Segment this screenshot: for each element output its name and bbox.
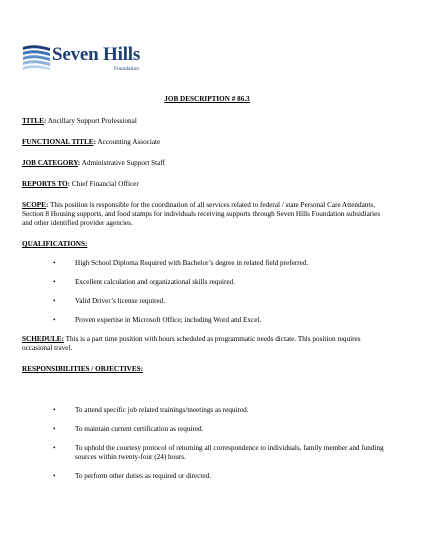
responsibility-text: To perform other duties as required or directed. (75, 472, 212, 480)
list-item (22, 444, 392, 462)
scope-text: This position is responsible for the coordination of all services related to federal / state Personal Care Attendants, Section 8 Housing supports, and food stamps for individuals receiving supports through Seven Hills Foundation subsidiaries and other identified provider agencies. (22, 201, 381, 227)
reports-to-colon: : (67, 180, 71, 188)
bullet-icon: • (53, 297, 56, 305)
list-item (22, 297, 392, 306)
list-item (22, 259, 392, 268)
bullet-icon: • (53, 259, 56, 267)
qualifications-heading-text: QUALIFICATIONS (22, 240, 85, 248)
schedule-label: SCHEDULE: (22, 335, 64, 343)
responsibilities-heading-colon: : (140, 365, 144, 373)
title-field (22, 117, 392, 126)
qualification-text: Valid Driver’s license required. (75, 297, 166, 305)
qualifications-heading-colon: : (84, 240, 88, 248)
logo-name: Seven Hills (52, 44, 141, 65)
qualifications-heading (22, 240, 392, 249)
bullet-icon: • (53, 278, 56, 286)
responsibilities-heading (22, 365, 392, 374)
logo-subtitle: Foundation (114, 66, 140, 72)
qualifications-list (22, 259, 392, 325)
scope-colon: : (45, 201, 49, 209)
list-item (22, 425, 392, 434)
bullet-icon: • (53, 444, 56, 452)
bullet-icon: • (53, 406, 56, 414)
title-value: Ancillary Support Professional (46, 117, 137, 125)
blank-space (22, 384, 392, 406)
responsibilities-heading-text: RESPONSIBILITIES / OBJECTIVES (22, 365, 141, 373)
functional-title-value: Accounting Associate (95, 138, 161, 146)
reports-to-value: Chief Financial Officer (70, 180, 139, 188)
bullet-icon: • (53, 316, 56, 324)
title-label: TITLE (22, 117, 44, 125)
title-colon: : (43, 117, 47, 125)
job-category-field (22, 159, 392, 168)
responsibility-text: To attend specific job related trainings/meetings as required. (75, 406, 249, 414)
qualification-text: High School Diploma Required with Bachelor’s degree in related field preferred. (75, 259, 309, 267)
job-category-colon: : (77, 159, 81, 167)
functional-title-field (22, 138, 392, 147)
list-item (22, 472, 392, 481)
scope-label: SCOPE (22, 201, 46, 209)
list-item (22, 316, 392, 325)
qualification-text: Excellent calculation and organizational skills required. (75, 278, 235, 286)
document-body (22, 95, 392, 491)
job-category-label: JOB CATEGORY (22, 159, 78, 167)
schedule-paragraph (22, 335, 392, 353)
hills-emblem-icon (22, 42, 52, 72)
seven-hills-logo (22, 42, 144, 80)
functional-title-label: FUNCTIONAL TITLE (22, 138, 94, 146)
list-item (22, 406, 392, 415)
schedule-text: This is a part time position with hours scheduled as programmatic needs dictate. This position requires occasional travel. (22, 335, 361, 352)
functional-title-colon: : (93, 138, 96, 146)
responsibility-text: To maintain current certification as required. (75, 425, 204, 433)
document-title: JOB DESCRIPTION # 86.3 (164, 95, 250, 103)
responsibilities-list (22, 406, 392, 481)
bullet-icon: • (53, 425, 56, 433)
qualification-text: Proven expertise in Microsoft Office; including Word and Excel. (75, 316, 262, 324)
bullet-icon: • (53, 472, 56, 480)
responsibility-text: To uphold the courtesy protocol of returning all correspondence to individuals, family member and funding sources within twenty-four (24) hours. (75, 444, 384, 461)
scope-paragraph (22, 201, 392, 228)
reports-to-field (22, 180, 392, 189)
job-category-value: Administrative Support Staff (80, 159, 165, 167)
list-item (22, 278, 392, 287)
reports-to-label: REPORTS TO (22, 180, 68, 188)
